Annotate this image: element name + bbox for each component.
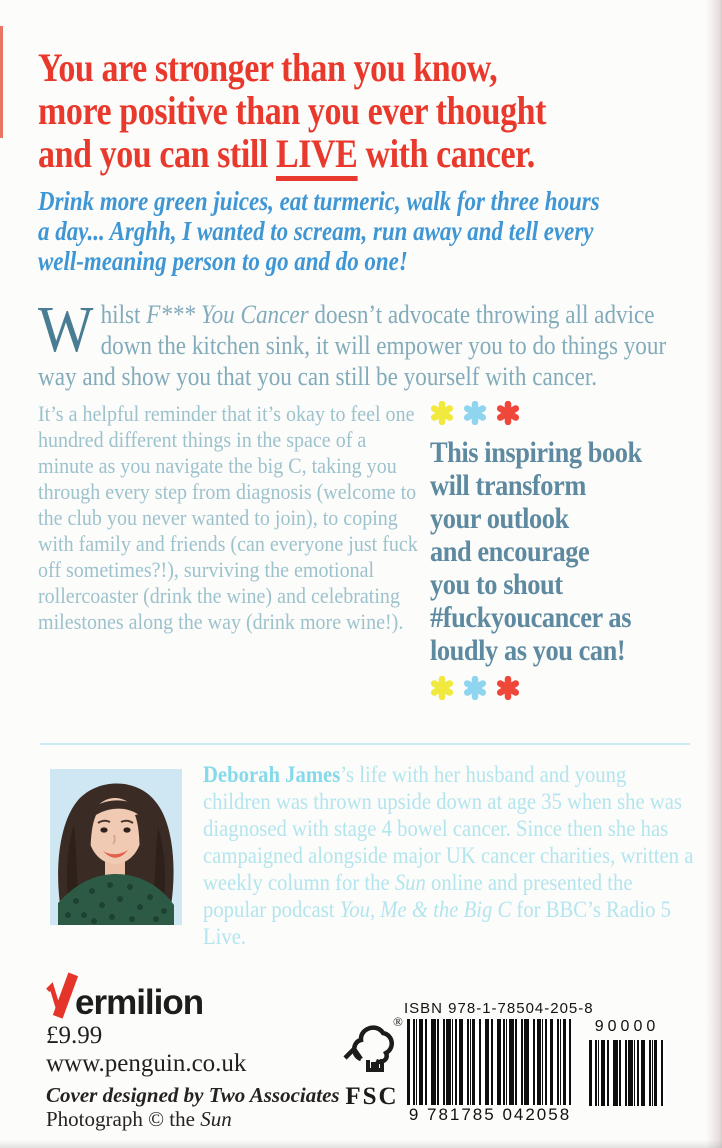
barcode-digits: 9 781785 042058 xyxy=(408,1105,572,1124)
fsc-label: FSC xyxy=(345,1083,399,1110)
bio-segment-3: for BBC’s Radio 5 Live. xyxy=(203,897,671,950)
intro-post: doesn’t advocate throwing all advice down the kitchen sink, it will empower you to do things your way and show you that you can still be yourself with cancer. xyxy=(38,300,667,391)
author-bio xyxy=(203,762,696,951)
quote-line-2: a day... Arghh, I wanted to scream, run away and tell every xyxy=(38,216,594,246)
barcode-addon-digits: 90000 xyxy=(594,1018,660,1035)
pull-quote-line: your outlook xyxy=(430,502,569,535)
pull-quote-text xyxy=(430,436,694,667)
intro-paragraph xyxy=(38,293,688,392)
photo-credit-text: Photograph © the xyxy=(46,1107,201,1131)
cover-design-credit: Cover designed by Two Associates xyxy=(46,1083,340,1107)
asterisk-icon xyxy=(463,676,487,700)
asterisk-icon xyxy=(496,401,520,425)
section-divider xyxy=(40,743,690,745)
italic-quote xyxy=(38,186,600,276)
spine-bleed-artifact xyxy=(0,26,3,138)
book-title-italic: F*** You Cancer xyxy=(146,300,309,329)
isbn-label: ISBN 978-1-78504-205-8 xyxy=(404,1000,594,1017)
red-check-v-icon xyxy=(44,972,78,1022)
headline-line-1: You are stronger than you know, xyxy=(38,45,498,90)
quote-line-1: Drink more green juices, eat turmeric, walk for three hours xyxy=(38,186,600,216)
pull-quote-column xyxy=(430,398,722,703)
barcode xyxy=(407,1019,571,1105)
photo-credit-sun-italic: Sun xyxy=(200,1107,232,1131)
pull-quote-line: you to shout xyxy=(430,568,563,601)
photo-credit xyxy=(46,1107,232,1132)
author-photo xyxy=(50,769,182,925)
publisher-website: www.penguin.co.uk xyxy=(46,1050,247,1077)
pull-quote-line: loudly as you can! xyxy=(430,634,626,667)
headline xyxy=(38,46,718,175)
asterisk-icon xyxy=(430,676,454,700)
headline-line-3-pre: and you can still xyxy=(38,131,276,176)
svg-text:®: ® xyxy=(393,1014,403,1029)
vermilion-logo-text: ermilion xyxy=(75,983,204,1022)
author-name: Deborah James xyxy=(203,762,341,788)
fsc-logo xyxy=(340,1014,404,1111)
podcast-title-italic: You, Me & the Big C xyxy=(339,897,512,923)
asterisk-icon xyxy=(496,676,520,700)
sun-italic: Sun xyxy=(394,870,426,896)
headline-live-underlined: LIVE xyxy=(276,131,357,181)
intro-pre: hilst xyxy=(100,300,147,329)
price: £9.99 xyxy=(46,1022,103,1049)
fsc-tree-icon xyxy=(341,1014,403,1078)
asterisk-icon xyxy=(430,401,454,425)
barcode-addon xyxy=(589,1040,665,1106)
headline-line-3-post: with cancer. xyxy=(357,131,535,176)
quote-line-3: well-meaning person to go and do one! xyxy=(38,246,408,276)
drop-cap: W xyxy=(38,293,94,366)
headline-line-2: more positive than you ever thought xyxy=(38,88,547,133)
headline-line-3 xyxy=(38,132,718,175)
bio-segment-2: online and presented the popular podcast xyxy=(203,870,633,923)
vermilion-logo xyxy=(44,972,203,1022)
body-left-column: It’s a helpful reminder that it’s okay to feel one hundred different things in the space of a minute as you navigate the big C, taking you through every step from diagnosis (welcome to the club you never wanted to join), to coping with family and friends (can everyone just fuck off sometimes?!), surviving the emotional rollercoaster (drink the wine) and celebrating milestones along the way (drink more wine!). xyxy=(38,401,418,634)
bio-segment-1: ’s life with her husband and young children was thrown upside down at age 35 when she was diagnosed with stage 4 bowel cancer. Since then she has campaigned alongside major UK cancer charities, written a weekly column for the xyxy=(203,762,694,896)
asterisk-row-bottom xyxy=(430,673,722,703)
pull-quote-line: and encourage xyxy=(430,535,590,568)
pull-quote-line: This inspiring book xyxy=(430,436,642,469)
pull-quote-line: will transform xyxy=(430,469,586,502)
pull-quote-line: #fuckyoucancer as xyxy=(430,601,632,634)
asterisk-icon xyxy=(463,401,487,425)
asterisk-row-top xyxy=(430,398,722,428)
page-edge-shadow-bottom xyxy=(0,1140,722,1148)
